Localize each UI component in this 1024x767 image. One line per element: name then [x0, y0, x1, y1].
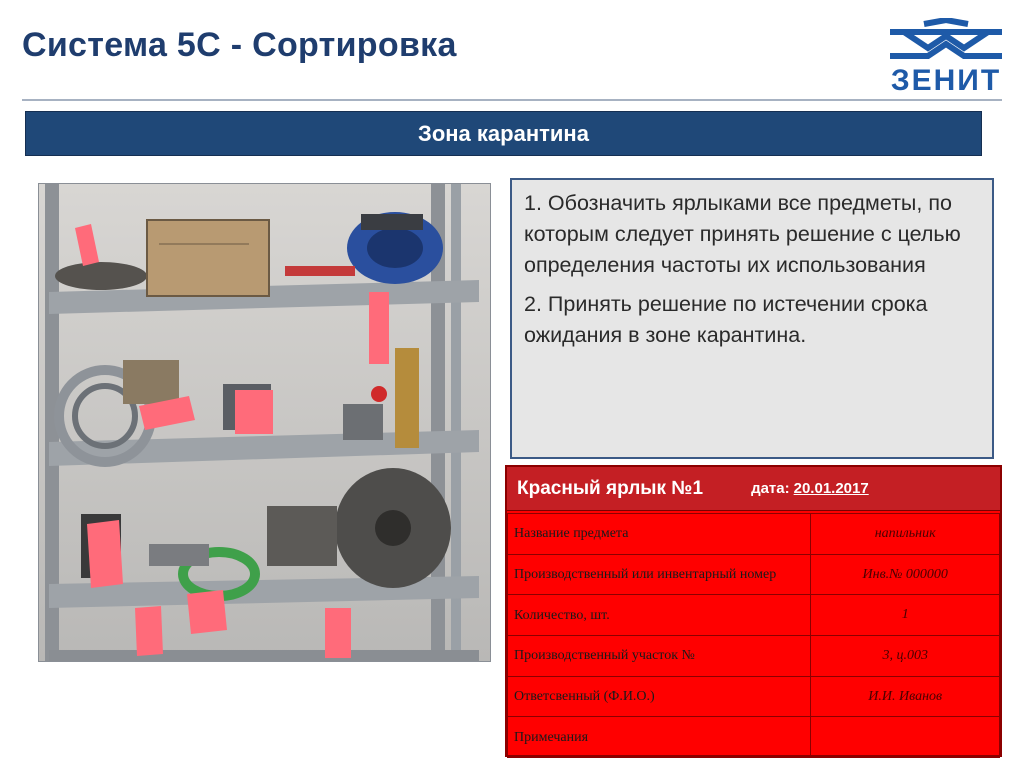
- slide-title: Система 5С - Сортировка: [22, 26, 457, 64]
- row-label: Название предмета: [508, 514, 811, 555]
- instruction-2: 2. Принять решение по истечении срока ожидания в зоне карантина.: [524, 292, 928, 347]
- row-value: И.И. Иванов: [811, 676, 1000, 717]
- table-row: [508, 554, 1000, 595]
- red-tag-date-label: дата:: [751, 480, 790, 497]
- red-tag-title: Красный ярлык №1: [517, 477, 704, 499]
- table-row: [508, 514, 1000, 555]
- row-label: Количество, шт.: [508, 595, 811, 636]
- instructions-box: [510, 178, 994, 459]
- red-tag-card: [505, 465, 1002, 757]
- row-label: Ответсвенный (Ф.И.О.): [508, 676, 811, 717]
- row-label: Производственный или инвентарный номер: [508, 554, 811, 595]
- zenit-emblem-icon: [884, 18, 1008, 64]
- table-row: [508, 636, 1000, 677]
- row-label: Производственный участок №: [508, 636, 811, 677]
- red-tag-table: [507, 513, 1000, 758]
- row-value: Инв.№ 000000: [811, 554, 1000, 595]
- row-value: 1: [811, 595, 1000, 636]
- table-row: [508, 595, 1000, 636]
- table-row: [508, 676, 1000, 717]
- logo-text: ЗЕНИТ: [890, 64, 1002, 97]
- title-divider: [22, 99, 1002, 101]
- row-value: напильник: [811, 514, 1000, 555]
- quarantine-shelf-photo: [38, 183, 491, 662]
- red-tag-date: 20.01.2017: [793, 480, 869, 497]
- section-banner: Зона карантина: [25, 111, 982, 156]
- instruction-1: 1. Обозначить ярлыками все предметы, по которым следует принять решение с целью определения частоты их использования: [524, 191, 961, 277]
- row-value: [811, 717, 1000, 758]
- zenit-logo: [884, 18, 1008, 97]
- row-value: 3, ц.003: [811, 636, 1000, 677]
- red-tag-header: [507, 467, 1000, 511]
- row-label: Примечания: [508, 717, 811, 758]
- table-row: [508, 717, 1000, 758]
